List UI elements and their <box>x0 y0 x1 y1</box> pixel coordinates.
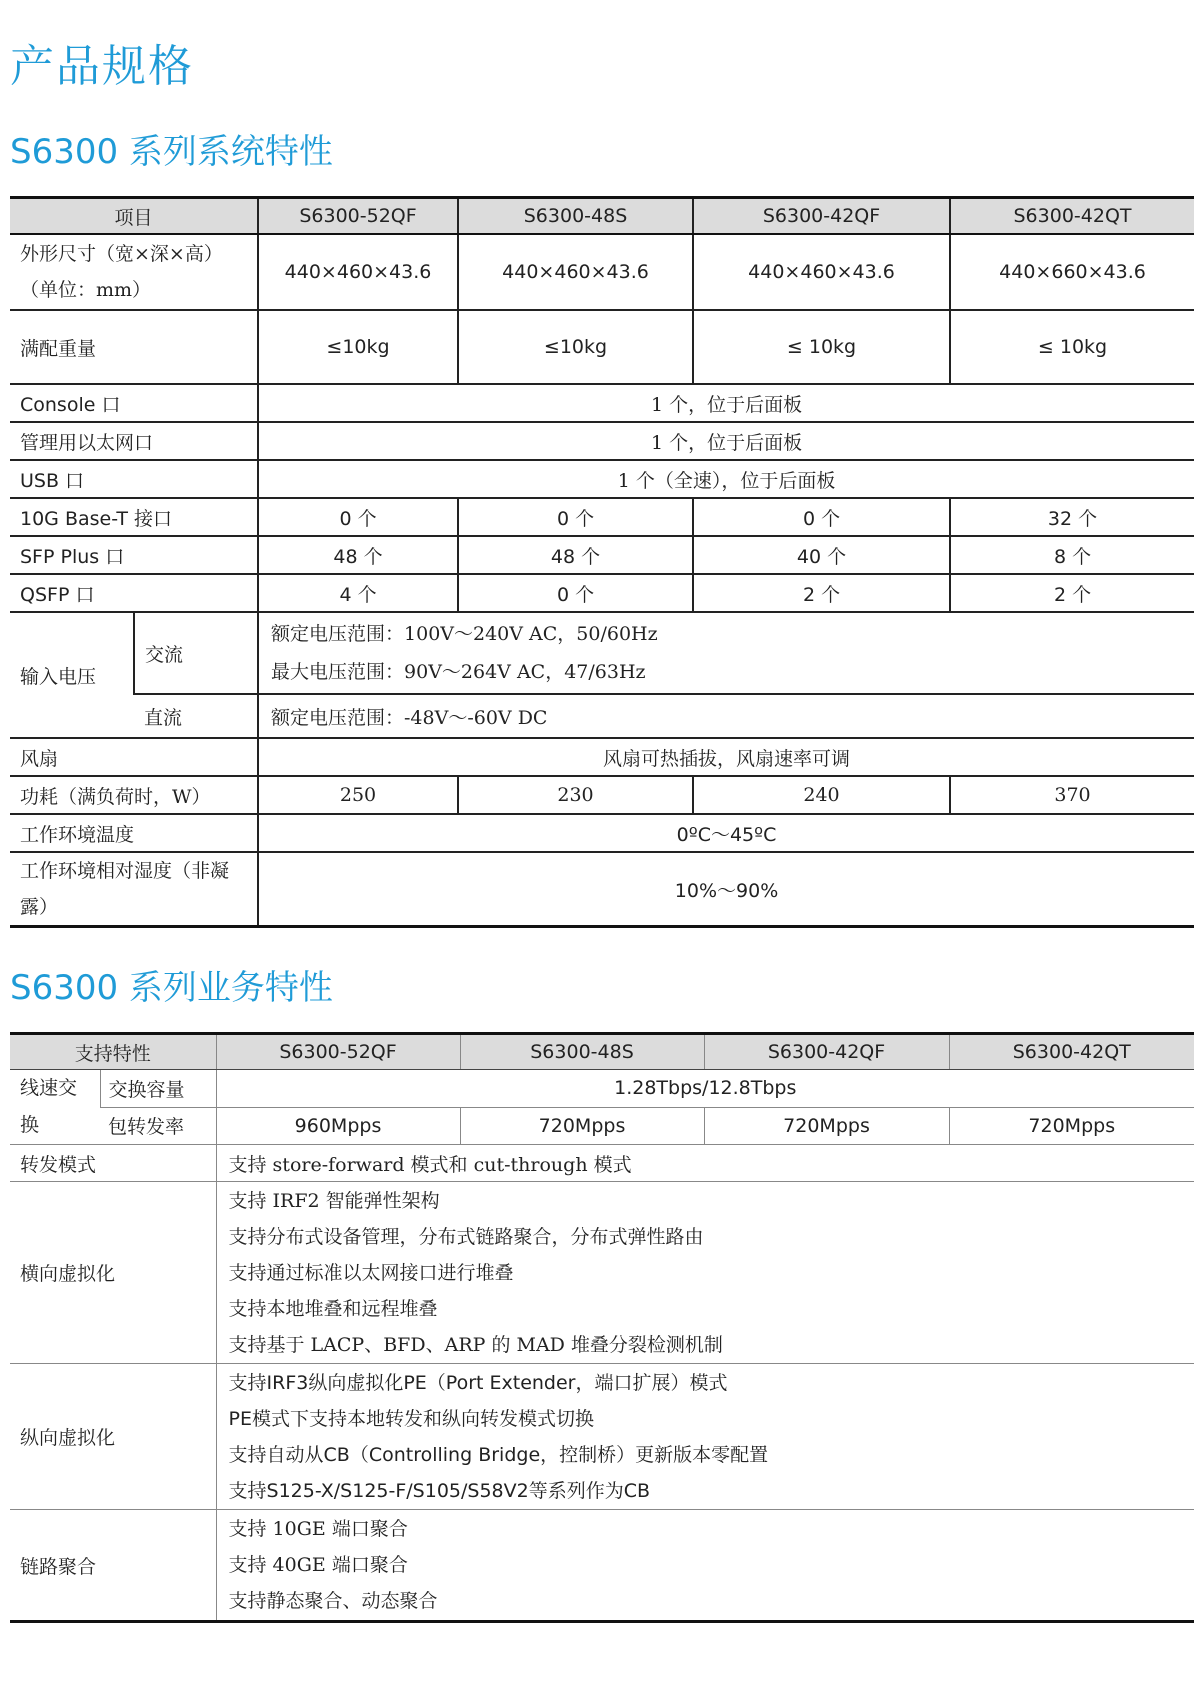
header-model: S6300-42QF <box>693 198 950 235</box>
header-model: S6300-42QF <box>704 1034 949 1070</box>
row-label: 管理用以太网口 <box>10 422 258 460</box>
header-model: S6300-52QF <box>258 198 458 235</box>
table-row <box>10 1364 1194 1510</box>
sub-label: 包转发率 <box>100 1107 216 1145</box>
sub-label: 直流 <box>134 694 258 738</box>
header-item: 支持特性 <box>10 1034 216 1070</box>
feature-line: 支持 40GE 端口聚合 <box>228 1554 408 1576</box>
table-row <box>10 814 1194 852</box>
table-row <box>10 234 1194 310</box>
table-row <box>10 536 1194 574</box>
cell-value: ≤10kg <box>258 310 458 384</box>
row-label: 满配重量 <box>10 310 258 384</box>
row-label: 10G Base-T 接口 <box>10 498 258 536</box>
row-label: 转发模式 <box>10 1145 216 1182</box>
header-item: 项目 <box>10 198 258 235</box>
table-row <box>10 1070 1194 1108</box>
row-label: 输入电压 <box>10 612 134 738</box>
cell-value: 0 个 <box>693 498 950 536</box>
header-model: S6300-48S <box>460 1034 704 1070</box>
feature-line: 支持分布式设备管理，分布式链路聚合，分布式弹性路由 <box>228 1225 704 1248</box>
feature-line: 支持静态聚合、动态聚合 <box>228 1590 438 1612</box>
cell-value: 0 个 <box>458 498 693 536</box>
cell-value: 额定电压范围：-48V～-60V DC <box>258 694 1194 738</box>
table-row <box>10 612 1194 694</box>
table-row <box>10 422 1194 460</box>
header-model: S6300-42QT <box>950 198 1194 235</box>
row-label: 风扇 <box>10 738 258 776</box>
table-row <box>10 498 1194 536</box>
row-label: 链路聚合 <box>10 1510 216 1622</box>
feature-line: 支持本地堆叠和远程堆叠 <box>228 1297 438 1320</box>
table-row <box>10 1107 1194 1145</box>
feature-line: 支持基于 LACP、BFD、ARP 的 MAD 堆叠分裂检测机制 <box>228 1333 723 1356</box>
row-label: QSFP 口 <box>10 574 258 612</box>
feature-line: 支持自动从CB（Controlling Bridge，控制桥）更新版本零配置 <box>228 1443 769 1466</box>
cell-value: 1 个，位于后面板 <box>258 422 1194 460</box>
cell-value: 8 个 <box>950 536 1194 574</box>
table-header-row <box>10 1034 1194 1070</box>
feature-line: 支持IRF3纵向虚拟化PE（Port Extender，端口扩展）模式 <box>228 1371 728 1394</box>
row-label: Console 口 <box>10 384 258 422</box>
section2-title: S6300 系列业务特性 <box>10 968 333 1008</box>
cell-value: 240 <box>693 776 950 814</box>
cell-value: 250 <box>258 776 458 814</box>
sub-label: 交换容量 <box>100 1070 216 1108</box>
cell-value: 48 个 <box>258 536 458 574</box>
table-row <box>10 460 1194 498</box>
cell-value: 2 个 <box>950 574 1194 612</box>
sub-label: 交流 <box>134 612 258 694</box>
row-label: 功耗（满负荷时，W） <box>10 776 258 814</box>
table-row <box>10 574 1194 612</box>
row-label: 工作环境温度 <box>10 814 258 852</box>
cell-value: 960Mpps <box>216 1107 460 1145</box>
table-row <box>10 1182 1194 1364</box>
row-label: SFP Plus 口 <box>10 536 258 574</box>
cell-value: ≤10kg <box>458 310 693 384</box>
cell-value <box>216 1364 1194 1510</box>
feature-line: 支持通过标准以太网接口进行堆叠 <box>228 1261 514 1284</box>
cell-value <box>258 612 1194 694</box>
system-spec-table <box>10 196 1194 928</box>
section1-title: S6300 系列系统特性 <box>10 132 333 172</box>
row-label: 线速交换 <box>10 1070 100 1145</box>
cell-value: 440×460×43.6 <box>458 234 693 310</box>
cell-value: 440×660×43.6 <box>950 234 1194 310</box>
cell-value: 440×460×43.6 <box>258 234 458 310</box>
service-feature-table <box>10 1032 1194 1623</box>
cell-value: 48 个 <box>458 536 693 574</box>
cell-value: 0 个 <box>458 574 693 612</box>
cell-value <box>216 1510 1194 1622</box>
table-row <box>10 852 1194 927</box>
row-label: USB 口 <box>10 460 258 498</box>
cell-value <box>216 1182 1194 1364</box>
cell-value: 32 个 <box>950 498 1194 536</box>
cell-value: 10%～90% <box>258 852 1194 927</box>
cell-value: 1 个（全速），位于后面板 <box>258 460 1194 498</box>
cell-value: 1 个，位于后面板 <box>258 384 1194 422</box>
cell-value: ≤ 10kg <box>950 310 1194 384</box>
cell-value: 2 个 <box>693 574 950 612</box>
cell-value: 720Mpps <box>460 1107 704 1145</box>
cell-value: 720Mpps <box>704 1107 949 1145</box>
table-row <box>10 310 1194 384</box>
table-row <box>10 776 1194 814</box>
cell-value: 0 个 <box>258 498 458 536</box>
row-label: 工作环境相对湿度（非凝露） <box>10 852 258 927</box>
feature-line: 支持S125-X/S125-F/S105/S58V2等系列作为CB <box>228 1479 651 1502</box>
table-row <box>10 1145 1194 1182</box>
header-model: S6300-42QT <box>949 1034 1194 1070</box>
page-title: 产品规格 <box>10 41 194 92</box>
ac-line: 额定电压范围：100V～240V AC，50/60Hz <box>271 623 658 645</box>
cell-value: 720Mpps <box>949 1107 1194 1145</box>
cell-value: 1.28Tbps/12.8Tbps <box>216 1070 1194 1108</box>
feature-line: 支持 IRF2 智能弹性架构 <box>228 1189 440 1212</box>
table-row <box>10 738 1194 776</box>
table-row <box>10 694 1194 738</box>
cell-value: 230 <box>458 776 693 814</box>
row-label: 外形尺寸（宽×深×高）（单位：mm） <box>10 234 258 310</box>
cell-value: ≤ 10kg <box>693 310 950 384</box>
cell-value: 风扇可热插拔，风扇速率可调 <box>258 738 1194 776</box>
table-header-row <box>10 198 1194 235</box>
feature-line: PE模式下支持本地转发和纵向转发模式切换 <box>228 1407 594 1430</box>
ac-line: 最大电压范围：90V～264V AC，47/63Hz <box>271 661 646 683</box>
row-label: 横向虚拟化 <box>10 1182 216 1364</box>
header-model: S6300-48S <box>458 198 693 235</box>
cell-value: 4 个 <box>258 574 458 612</box>
cell-value: 440×460×43.6 <box>693 234 950 310</box>
table-row <box>10 384 1194 422</box>
row-label: 纵向虚拟化 <box>10 1364 216 1510</box>
feature-line: 支持 10GE 端口聚合 <box>228 1518 408 1540</box>
cell-value: 支持 store-forward 模式和 cut-through 模式 <box>216 1145 1194 1182</box>
header-model: S6300-52QF <box>216 1034 460 1070</box>
cell-value: 0ºC～45ºC <box>258 814 1194 852</box>
cell-value: 370 <box>950 776 1194 814</box>
cell-value: 40 个 <box>693 536 950 574</box>
table-row <box>10 1510 1194 1622</box>
